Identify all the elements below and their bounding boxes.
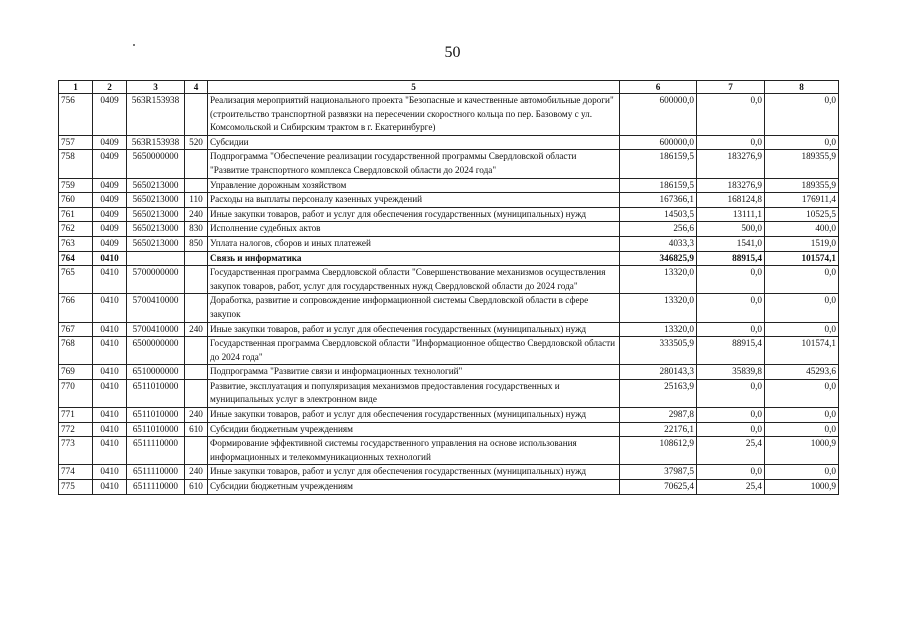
table-row xyxy=(59,207,839,222)
amount-col8-cell: 176911,4 xyxy=(765,193,839,208)
row-number-cell: 759 xyxy=(59,178,93,193)
amount-col8-cell: 0,0 xyxy=(765,422,839,437)
table-row xyxy=(59,236,839,251)
amount-col8-cell: 0,0 xyxy=(765,465,839,480)
amount-col6-cell: 333505,9 xyxy=(620,337,697,365)
amount-col6-cell: 22176,1 xyxy=(620,422,697,437)
amount-col8-cell: 0,0 xyxy=(765,379,839,407)
table-body xyxy=(59,94,839,495)
section-code-cell: 0409 xyxy=(93,150,127,178)
row-number-cell: 772 xyxy=(59,422,93,437)
section-code-cell: 0409 xyxy=(93,193,127,208)
amount-col8-cell: 189355,9 xyxy=(765,150,839,178)
amount-col8-cell: 189355,9 xyxy=(765,178,839,193)
item-name-cell: Подпрограмма "Обеспечение реализации государственной программы Свердловской области "Развитие транспортного комплекса Свердловской области до 2024 года" xyxy=(208,150,620,178)
amount-col7-cell: 25,4 xyxy=(697,437,765,465)
item-name-cell: Исполнение судебных актов xyxy=(208,222,620,237)
column-header-8: 8 xyxy=(765,81,839,94)
target-article-cell: 5650213000 xyxy=(127,178,185,193)
row-number-cell: 760 xyxy=(59,193,93,208)
amount-col8-cell: 1000,9 xyxy=(765,480,839,495)
row-number-cell: 767 xyxy=(59,322,93,337)
expense-type-cell xyxy=(185,94,208,136)
row-number-cell: 773 xyxy=(59,437,93,465)
target-article-cell: 5700000000 xyxy=(127,266,185,294)
amount-col8-cell: 0,0 xyxy=(765,266,839,294)
table-row xyxy=(59,437,839,465)
amount-col6-cell: 13320,0 xyxy=(620,294,697,322)
item-name-cell: Иные закупки товаров, работ и услуг для обеспечения государственных (муниципальных) нужд xyxy=(208,322,620,337)
target-article-cell xyxy=(127,251,185,266)
target-article-cell: 5650213000 xyxy=(127,193,185,208)
amount-col6-cell: 37987,5 xyxy=(620,465,697,480)
target-article-cell: 563R153938 xyxy=(127,94,185,136)
row-number-cell: 758 xyxy=(59,150,93,178)
amount-col8-cell: 0,0 xyxy=(765,294,839,322)
expense-type-cell: 520 xyxy=(185,135,208,150)
section-code-cell: 0409 xyxy=(93,135,127,150)
item-name-cell: Субсидии бюджетным учреждениям xyxy=(208,422,620,437)
row-number-cell: 770 xyxy=(59,379,93,407)
amount-col7-cell: 0,0 xyxy=(697,94,765,136)
item-name-cell: Субсидии xyxy=(208,135,620,150)
table-row xyxy=(59,379,839,407)
amount-col8-cell: 0,0 xyxy=(765,135,839,150)
section-code-cell: 0410 xyxy=(93,422,127,437)
section-code-cell: 0410 xyxy=(93,337,127,365)
row-number-cell: 763 xyxy=(59,236,93,251)
item-name-cell: Расходы на выплаты персоналу казенных учреждений xyxy=(208,193,620,208)
amount-col7-cell: 0,0 xyxy=(697,135,765,150)
section-code-cell: 0409 xyxy=(93,94,127,136)
expense-type-cell xyxy=(185,178,208,193)
amount-col6-cell: 2987,8 xyxy=(620,408,697,423)
amount-col7-cell: 0,0 xyxy=(697,422,765,437)
item-name-cell: Доработка, развитие и сопровождение информационной системы Свердловской области в сфере закупок xyxy=(208,294,620,322)
amount-col8-cell: 101574,1 xyxy=(765,337,839,365)
table-row xyxy=(59,193,839,208)
amount-col7-cell: 0,0 xyxy=(697,322,765,337)
target-article-cell: 6511010000 xyxy=(127,379,185,407)
item-name-cell: Связь и информатика xyxy=(208,251,620,266)
row-number-cell: 762 xyxy=(59,222,93,237)
item-name-cell: Уплата налогов, сборов и иных платежей xyxy=(208,236,620,251)
table-row xyxy=(59,480,839,495)
item-name-cell: Формирование эффективной системы государственного управления на основе использования информационных и телекоммуникационных технологий xyxy=(208,437,620,465)
amount-col6-cell: 600000,0 xyxy=(620,135,697,150)
table-row xyxy=(59,251,839,266)
scan-artifact-dot xyxy=(133,44,135,46)
section-code-cell: 0410 xyxy=(93,251,127,266)
row-number-cell: 756 xyxy=(59,94,93,136)
expense-type-cell xyxy=(185,337,208,365)
target-article-cell: 6511010000 xyxy=(127,422,185,437)
column-header-6: 6 xyxy=(620,81,697,94)
expense-type-cell: 240 xyxy=(185,408,208,423)
amount-col8-cell: 0,0 xyxy=(765,322,839,337)
expense-type-cell xyxy=(185,266,208,294)
table-row xyxy=(59,337,839,365)
row-number-cell: 757 xyxy=(59,135,93,150)
amount-col7-cell: 0,0 xyxy=(697,465,765,480)
target-article-cell: 6511110000 xyxy=(127,465,185,480)
amount-col6-cell: 280143,3 xyxy=(620,365,697,380)
amount-col6-cell: 70625,4 xyxy=(620,480,697,495)
expense-type-cell: 610 xyxy=(185,422,208,437)
row-number-cell: 771 xyxy=(59,408,93,423)
column-header-7: 7 xyxy=(697,81,765,94)
target-article-cell: 5650213000 xyxy=(127,222,185,237)
expense-type-cell: 240 xyxy=(185,207,208,222)
table-header-row xyxy=(59,81,839,94)
row-number-cell: 775 xyxy=(59,480,93,495)
section-code-cell: 0409 xyxy=(93,236,127,251)
target-article-cell: 6511110000 xyxy=(127,437,185,465)
page-number: 50 xyxy=(444,44,461,61)
section-code-cell: 0409 xyxy=(93,178,127,193)
item-name-cell: Развитие, эксплуатация и популяризация механизмов предоставления государственных и муниципальных услуг в электронном виде xyxy=(208,379,620,407)
target-article-cell: 6500000000 xyxy=(127,337,185,365)
table-row xyxy=(59,365,839,380)
target-article-cell: 563R153938 xyxy=(127,135,185,150)
amount-col7-cell: 88915,4 xyxy=(697,251,765,266)
expense-type-cell xyxy=(185,379,208,407)
expense-type-cell xyxy=(185,365,208,380)
item-name-cell: Иные закупки товаров, работ и услуг для обеспечения государственных (муниципальных) нужд xyxy=(208,408,620,423)
amount-col8-cell: 400,0 xyxy=(765,222,839,237)
amount-col6-cell: 14503,5 xyxy=(620,207,697,222)
target-article-cell: 6511110000 xyxy=(127,480,185,495)
amount-col6-cell: 346825,9 xyxy=(620,251,697,266)
amount-col7-cell: 500,0 xyxy=(697,222,765,237)
section-code-cell: 0410 xyxy=(93,480,127,495)
amount-col6-cell: 108612,9 xyxy=(620,437,697,465)
table-row xyxy=(59,422,839,437)
amount-col6-cell: 167366,1 xyxy=(620,193,697,208)
amount-col6-cell: 13320,0 xyxy=(620,322,697,337)
amount-col8-cell: 0,0 xyxy=(765,408,839,423)
amount-col7-cell: 13111,1 xyxy=(697,207,765,222)
amount-col7-cell: 1541,0 xyxy=(697,236,765,251)
table-row xyxy=(59,465,839,480)
amount-col7-cell: 25,4 xyxy=(697,480,765,495)
expense-type-cell xyxy=(185,251,208,266)
expense-type-cell: 610 xyxy=(185,480,208,495)
item-name-cell: Субсидии бюджетным учреждениям xyxy=(208,480,620,495)
item-name-cell: Иные закупки товаров, работ и услуг для обеспечения государственных (муниципальных) нужд xyxy=(208,465,620,480)
target-article-cell: 6510000000 xyxy=(127,365,185,380)
amount-col8-cell: 10525,5 xyxy=(765,207,839,222)
row-number-cell: 765 xyxy=(59,266,93,294)
target-article-cell: 5650213000 xyxy=(127,236,185,251)
table-row xyxy=(59,135,839,150)
column-header-4: 4 xyxy=(185,81,208,94)
amount-col6-cell: 186159,5 xyxy=(620,178,697,193)
amount-col8-cell: 1519,0 xyxy=(765,236,839,251)
item-name-cell: Государственная программа Свердловской области "Информационное общество Свердловской области до 2024 года" xyxy=(208,337,620,365)
column-header-3: 3 xyxy=(127,81,185,94)
section-code-cell: 0410 xyxy=(93,408,127,423)
amount-col7-cell: 35839,8 xyxy=(697,365,765,380)
row-number-cell: 774 xyxy=(59,465,93,480)
amount-col8-cell: 45293,6 xyxy=(765,365,839,380)
target-article-cell: 6511010000 xyxy=(127,408,185,423)
amount-col7-cell: 0,0 xyxy=(697,266,765,294)
amount-col6-cell: 186159,5 xyxy=(620,150,697,178)
amount-col8-cell: 101574,1 xyxy=(765,251,839,266)
amount-col6-cell: 600000,0 xyxy=(620,94,697,136)
amount-col6-cell: 256,6 xyxy=(620,222,697,237)
section-code-cell: 0410 xyxy=(93,365,127,380)
amount-col6-cell: 4033,3 xyxy=(620,236,697,251)
table-row xyxy=(59,266,839,294)
item-name-cell: Иные закупки товаров, работ и услуг для обеспечения государственных (муниципальных) нужд xyxy=(208,207,620,222)
section-code-cell: 0410 xyxy=(93,379,127,407)
row-number-cell: 764 xyxy=(59,251,93,266)
amount-col6-cell: 13320,0 xyxy=(620,266,697,294)
column-header-1: 1 xyxy=(59,81,93,94)
table-row xyxy=(59,150,839,178)
row-number-cell: 769 xyxy=(59,365,93,380)
budget-table xyxy=(58,80,839,495)
amount-col7-cell: 0,0 xyxy=(697,379,765,407)
row-number-cell: 766 xyxy=(59,294,93,322)
table-row xyxy=(59,322,839,337)
section-code-cell: 0410 xyxy=(93,266,127,294)
item-name-cell: Управление дорожным хозяйством xyxy=(208,178,620,193)
expense-type-cell: 240 xyxy=(185,465,208,480)
expense-type-cell xyxy=(185,437,208,465)
amount-col6-cell: 25163,9 xyxy=(620,379,697,407)
section-code-cell: 0410 xyxy=(93,322,127,337)
amount-col8-cell: 1000,9 xyxy=(765,437,839,465)
expense-type-cell: 240 xyxy=(185,322,208,337)
section-code-cell: 0409 xyxy=(93,207,127,222)
amount-col7-cell: 183276,9 xyxy=(697,178,765,193)
target-article-cell: 5700410000 xyxy=(127,294,185,322)
amount-col7-cell: 0,0 xyxy=(697,294,765,322)
amount-col7-cell: 168124,8 xyxy=(697,193,765,208)
amount-col7-cell: 0,0 xyxy=(697,408,765,423)
column-header-5: 5 xyxy=(208,81,620,94)
section-code-cell: 0410 xyxy=(93,465,127,480)
table-row xyxy=(59,222,839,237)
target-article-cell: 5650000000 xyxy=(127,150,185,178)
expense-type-cell: 850 xyxy=(185,236,208,251)
item-name-cell: Реализация мероприятий национального проекта "Безопасные и качественные автомобильные дороги" (строительство транспортной развязки на пересечении скоростного кольца по пер. Базовому с ул. Комсомольской и Сибирским трактом в г. Екатеринбурге) xyxy=(208,94,620,136)
expense-type-cell: 110 xyxy=(185,193,208,208)
section-code-cell: 0409 xyxy=(93,222,127,237)
row-number-cell: 768 xyxy=(59,337,93,365)
table-row xyxy=(59,94,839,136)
target-article-cell: 5700410000 xyxy=(127,322,185,337)
amount-col7-cell: 88915,4 xyxy=(697,337,765,365)
section-code-cell: 0410 xyxy=(93,294,127,322)
row-number-cell: 761 xyxy=(59,207,93,222)
expense-type-cell xyxy=(185,294,208,322)
table-row xyxy=(59,408,839,423)
expense-type-cell xyxy=(185,150,208,178)
item-name-cell: Государственная программа Свердловской области "Совершенствование механизмов осуществления закупок товаров, работ, услуг для государственных нужд Свердловской области до 2024 года" xyxy=(208,266,620,294)
column-header-2: 2 xyxy=(93,81,127,94)
table-row xyxy=(59,178,839,193)
table-row xyxy=(59,294,839,322)
section-code-cell: 0410 xyxy=(93,437,127,465)
item-name-cell: Подпрограмма "Развитие связи и информационных технологий" xyxy=(208,365,620,380)
target-article-cell: 5650213000 xyxy=(127,207,185,222)
amount-col7-cell: 183276,9 xyxy=(697,150,765,178)
expense-type-cell: 830 xyxy=(185,222,208,237)
amount-col8-cell: 0,0 xyxy=(765,94,839,136)
